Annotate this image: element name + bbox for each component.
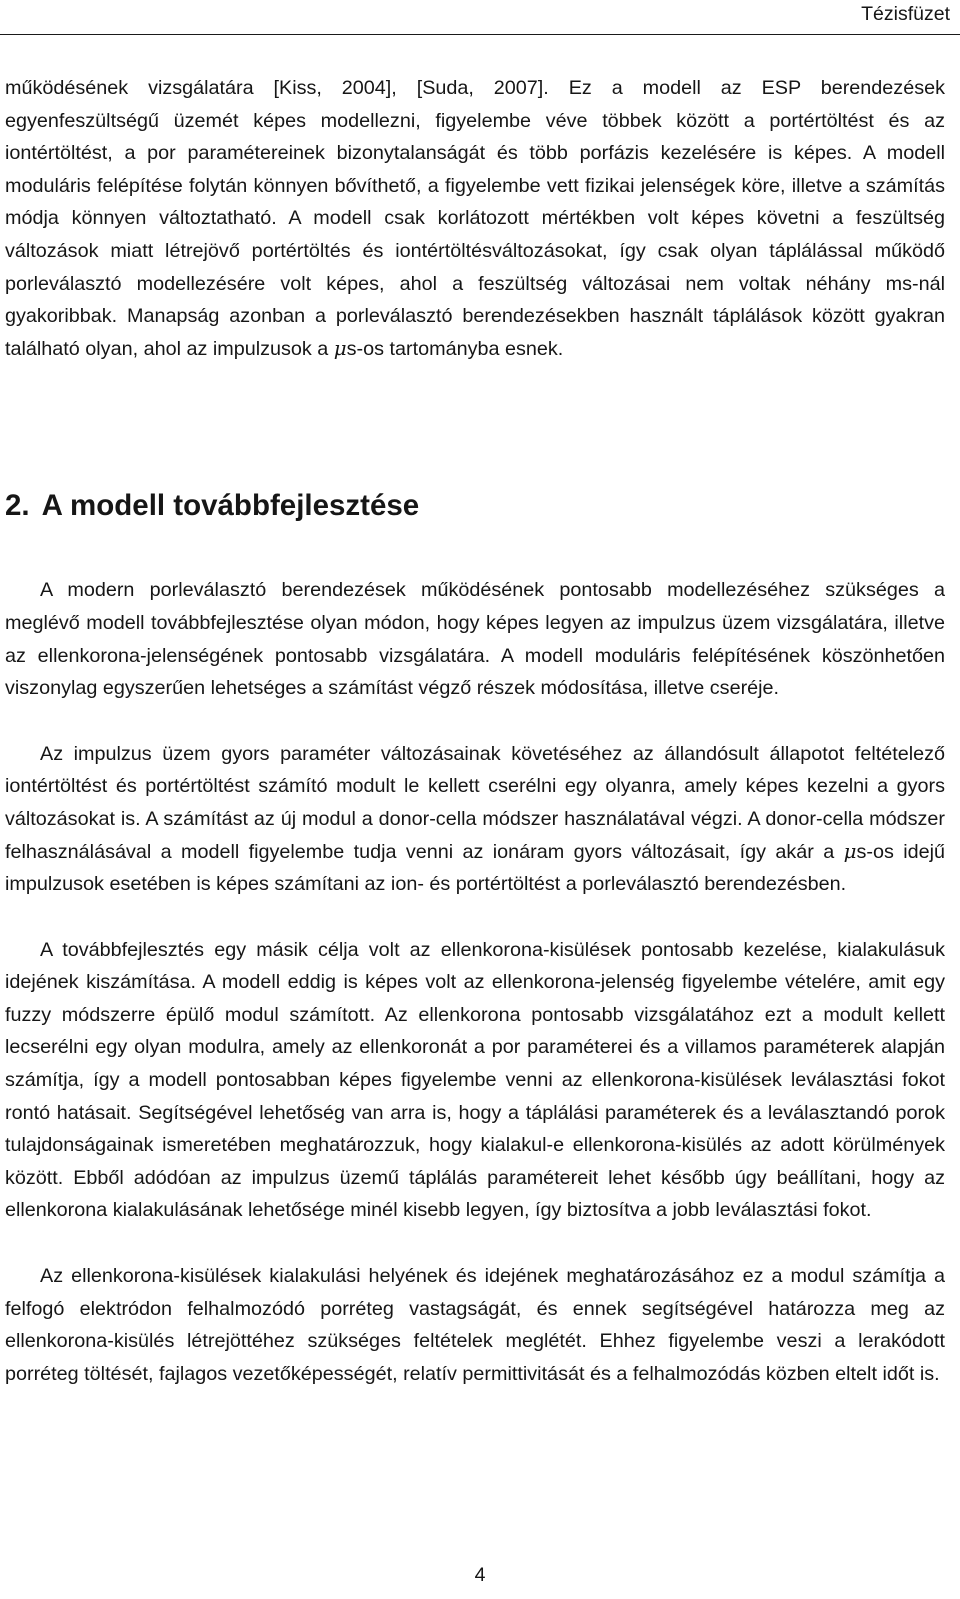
section-paragraph-4: Az ellenkorona-kisülések kialakulási helyének és idejének meghatározásához ez a modul számítja a felfogó elektródon felhalmozódó porréteg vastagságát, és ennek segítségével határozza meg az ellenkorona-kisülés létrejöttéhez szükséges feltételek meglétét. Ehhez figyelembe veszi a lerakódott porréteg töltését, fajlagos vezetőképességét, relatív permittivitását és a felhalmozódás közben eltelt időt is. [5, 1265, 945, 1385]
page-number: 4 [474, 1564, 486, 1586]
section-heading [5, 488, 945, 524]
body-paragraph-continued [5, 72, 945, 365]
section-paragraph-2 [5, 738, 945, 901]
paragraph-text-end: s-os tartományba esnek. [346, 337, 564, 360]
running-header-title: Tézisfüzet [861, 3, 950, 25]
section-paragraph-3: A továbbfejlesztés egy másik célja volt az ellenkorona-kisülések pontosabb kezelése, kialakulásuk idejének kiszámítása. A modell eddig is képes volt az ellenkorona-jelenség figyelembe vételére, amit egy fuzzy módszerre épülő modul számított. Az ellenkorona pontosabb vizsgálatához ezt a modult kellett lecserélni egy olyan modulra, amely az ellenkoronát a por paraméterei és a villamos paraméterek alapján számítja, így a modell pontosabban képes figyelembe venni az ellenkorona-kisülések leválasztási fokot rontó hatásait. Segítségével lehetőség van arra is, hogy a táplálási paraméterek és a leválasztandó porok tulajdonságainak ismeretében meghatározzuk, hogy kialakul-e ellenkorona-kisülés az adott körülmények között. Ebből adódóan az impulzus üzemű táplálás paramétereit lehet később úgy beállítani, hogy az ellenkorona kialakulásának lehetősége minél kisebb legyen, így biztosítva a jobb leválasztási fokot. [5, 938, 945, 1222]
section-number: 2. [5, 489, 30, 523]
page-body [5, 72, 945, 1390]
page-header [0, 0, 960, 35]
section-title: A modell továbbfejlesztése [41, 489, 420, 523]
mu-symbol: μ [843, 839, 857, 863]
section-paragraph-1: A modern porleválasztó berendezések működésének pontosabb modellezéséhez szükséges a meglévő modell továbbfejlesztése olyan módon, hogy képes legyen az impulzus üzem vizsgálatára, illetve az ellenkorona-jelenségének pontosabb vizsgálatára. A modell moduláris felépítésének köszönhetően viszonylag egyszerűen lehetséges a számítást végző részek módosítása, illetve cseréje. [5, 579, 945, 700]
paragraph-text: működésének vizsgálatára [Kiss, 2004], [Suda, 2007]. Ez a modell az ESP berendezések egyenfeszültségű üzemét képes modellezni, figyelembe véve többek között a portértöltést és az iontértöltést, a por paramétereinek bizonytalanságát és több porfázis kezelésére is képes. A modell moduláris felépítése folytán könnyen bővíthető, a figyelembe vett fizikai jelenségek köre, illetve a számítás módja könnyen változtatható. A modell csak korlátozott mértékben volt képes követni a feszültség változások miatt létrejövő portértöltés és iontértöltésváltozásokat, így csak olyan táplálással működő porleválasztó modellezésére volt képes, ahol a feszültség változásai nem voltak néhány ms-nál gyakoribbak. Manapság azonban a porleválasztó berendezésekben használt táplálások között gyakran található olyan, ahol az impulzusok a [5, 77, 945, 360]
mu-symbol: μ [333, 336, 347, 360]
paragraph-text-end: s-os idejű impulzusok esetében is képes számítani az ion- és portértöltést a porleválasztó berendezésben. [5, 840, 945, 896]
paragraph-text: Az impulzus üzem gyors paraméter változásainak követéséhez az állandósult állapotot feltételező iontértöltést és portértöltést számító modult le kellett cserélni egy olyanra, amely képes kezelni a gyors változásokat is. A számítást az új modul a donor-cella módszer használatával végzi. A donor-cella módszer felhasználásával a modell figyelembe tudja venni az ionáram gyors változásait, így akár a [5, 742, 945, 863]
